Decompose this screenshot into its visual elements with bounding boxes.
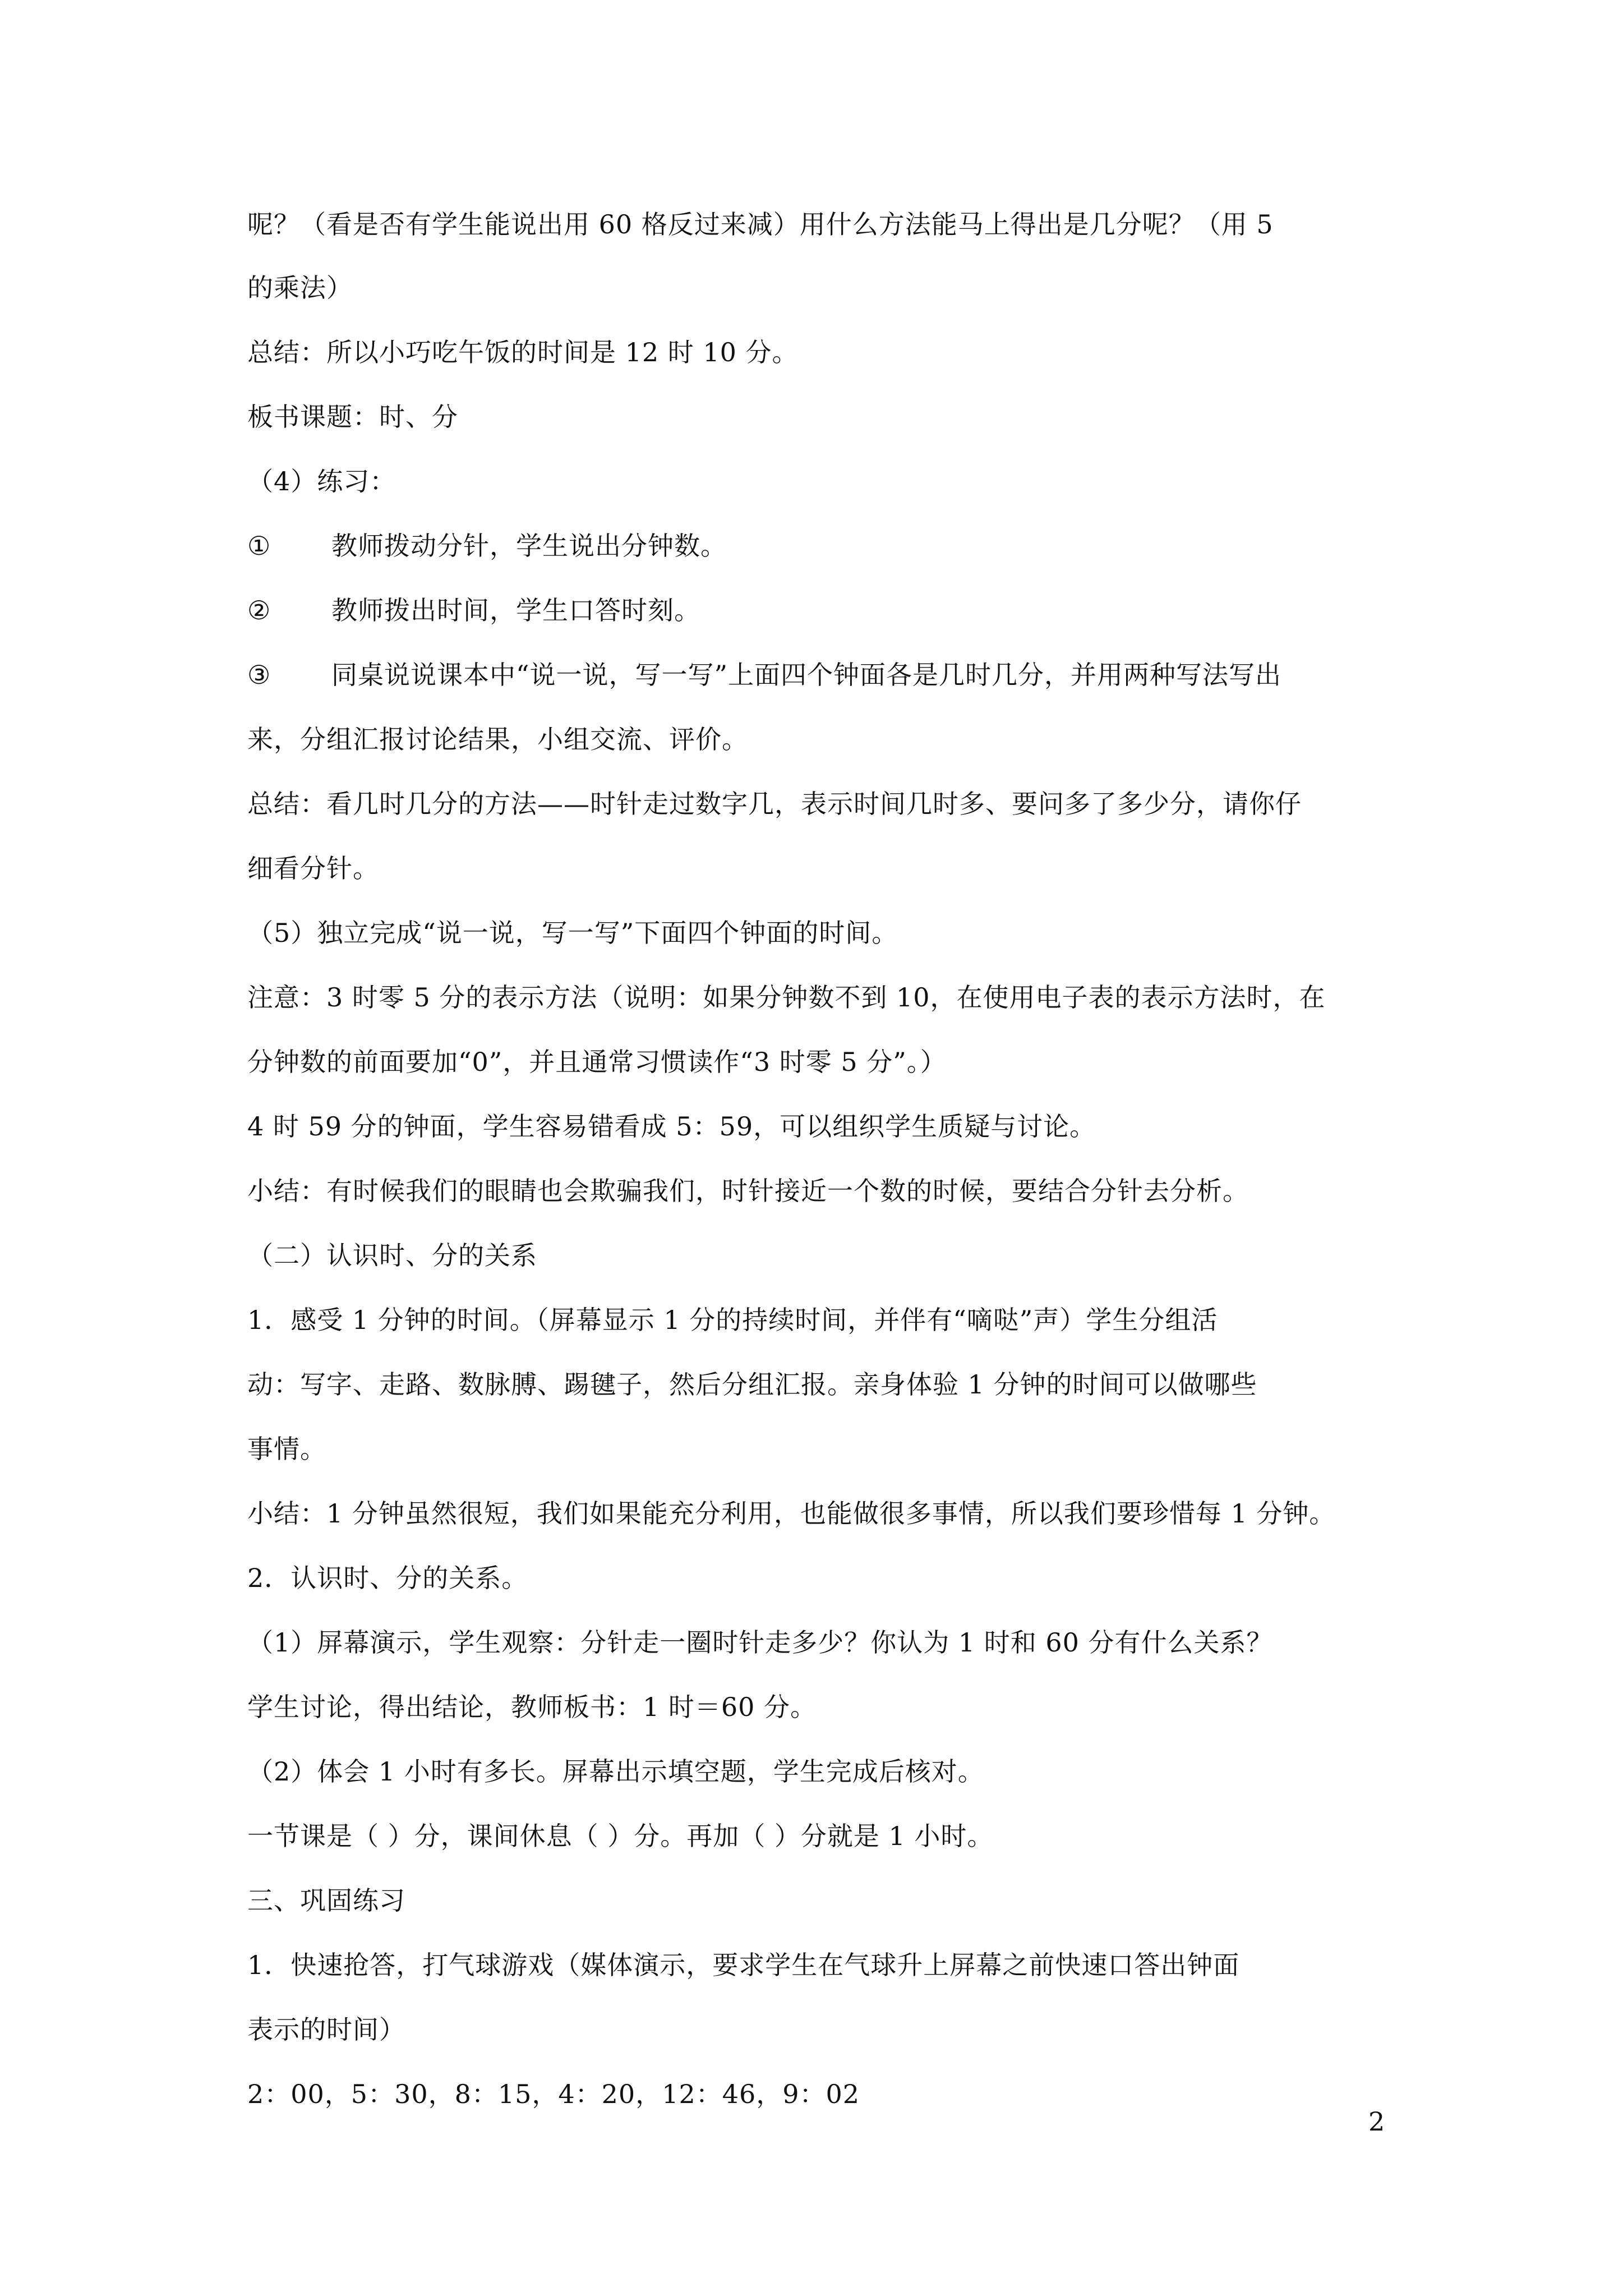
text-line: 呢？（看是否有学生能说出用 60 格反过来减）用什么方法能马上得出是几分呢？（用 5 <box>247 209 1274 240</box>
section-heading: （二）认识时、分的关系 <box>247 1240 537 1271</box>
list-item <box>247 529 727 563</box>
text-line: 小结：有时候我们的眼睛也会欺骗我们，时针接近一个数的时候，要结合分针去分析。 <box>247 1176 1249 1206</box>
text-line: 动：写字、走路、数脉膊、踢毽子，然后分组汇报。亲身体验 1 分钟的时间可以做哪些 <box>247 1369 1257 1400</box>
list-item-text: 教师拨动分针，学生说出分钟数。 <box>331 531 727 561</box>
list-marker: ② <box>247 595 271 625</box>
list-item <box>247 593 700 627</box>
text-line: 表示的时间） <box>247 2014 405 2045</box>
text-line: （5）独立完成“说一说，写一写”下面四个钟面的时间。 <box>247 918 898 948</box>
text-line: 一节课是（ ）分，课间休息（ ）分。再加（ ）分就是 1 小时。 <box>247 1821 994 1851</box>
text-line: 板书课题：时、分 <box>247 402 458 432</box>
text-line: 分钟数的前面要加“0”，并且通常习惯读作“3 时零 5 分”。） <box>247 1047 947 1077</box>
text-line: 的乘法） <box>247 273 353 303</box>
text-line: 细看分针。 <box>247 853 379 884</box>
text-line: 注意：3 时零 5 分的表示方法（说明：如果分钟数不到 10，在使用电子表的表示方法时，在 <box>247 982 1326 1013</box>
text-line: 1．快速抢答，打气球游戏（媒体演示，要求学生在气球升上屏幕之前快速口答出钟面 <box>247 1950 1240 1980</box>
text-line: 4 时 59 分的钟面，学生容易错看成 5：59，可以组织学生质疑与讨论。 <box>247 1111 1096 1142</box>
section-heading: 三、巩固练习 <box>247 1885 405 1916</box>
text-line: 小结：1 分钟虽然很短，我们如果能充分利用，也能做很多事情，所以我们要珍惜每 1 分钟。 <box>247 1498 1336 1529</box>
text-line: （1）屏幕演示，学生观察：分针走一圈时针走多少？你认为 1 时和 60 分有什么关系？ <box>247 1627 1273 1658</box>
list-item-text: 教师拨出时间，学生口答时刻。 <box>331 595 700 625</box>
text-line: 2：00，5：30，8：15，4：20，12：46，9：02 <box>247 2079 860 2109</box>
list-marker: ③ <box>247 660 271 690</box>
text-line: （2）体会 1 小时有多长。屏幕出示填空题，学生完成后核对。 <box>247 1756 984 1787</box>
text-line: 2．认识时、分的关系。 <box>247 1563 528 1593</box>
text-line: （4）练习： <box>247 466 396 496</box>
page-number: 2 <box>1368 2106 1385 2137</box>
list-item <box>247 658 1281 692</box>
text-line: 学生讨论，得出结论，教师板书：1 时＝60 分。 <box>247 1692 817 1722</box>
list-item-text: 同桌说说课本中“说一说，写一写”上面四个钟面各是几时几分，并用两种写法写出 <box>331 660 1282 690</box>
list-marker: ① <box>247 531 271 561</box>
text-line: 事情。 <box>247 1434 326 1464</box>
text-line: 1．感受 1 分钟的时间。（屏幕显示 1 分的持续时间，并伴有“嘀哒”声）学生分组活 <box>247 1305 1218 1335</box>
text-line: 来，分组汇报讨论结果，小组交流、评价。 <box>247 724 748 754</box>
text-line: 总结：看几时几分的方法——时针走过数字几，表示时间几时多、要问多了多少分，请你仔 <box>247 789 1302 819</box>
text-line: 总结：所以小巧吃午饭的时间是 12 时 10 分。 <box>247 337 799 367</box>
